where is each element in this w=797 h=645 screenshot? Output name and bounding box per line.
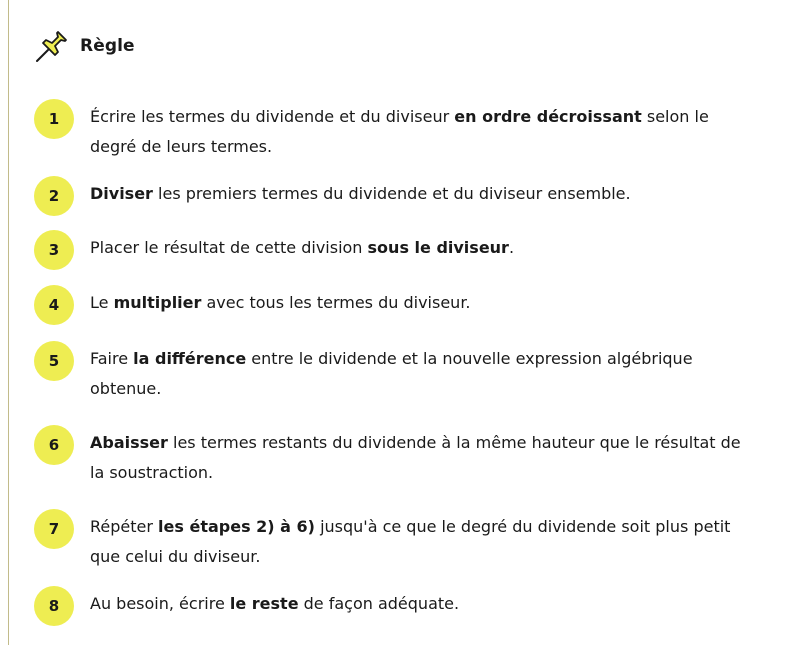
step-number-badge: 7 — [34, 509, 74, 549]
step-item — [34, 290, 750, 325]
step-number-badge: 2 — [34, 176, 74, 216]
step-item — [34, 235, 750, 270]
step-text: Le multiplier avec tous les termes du diviseur. — [90, 293, 471, 312]
step-item — [34, 430, 750, 488]
rule-title: Règle — [80, 36, 135, 56]
step-text: Répéter les étapes 2) à 6) jusqu'à ce que le degré du dividende soit plus petit que celui du diviseur. — [90, 517, 731, 566]
step-item — [34, 514, 750, 572]
step-text: Faire la différence entre le dividende et la nouvelle expression algébrique obtenue. — [90, 349, 693, 398]
step-number-badge: 4 — [34, 285, 74, 325]
step-number-badge: 5 — [34, 341, 74, 381]
step-number-badge: 1 — [34, 99, 74, 139]
pushpin-icon — [34, 28, 72, 64]
step-item — [34, 104, 750, 162]
step-item — [34, 181, 750, 216]
step-number-badge: 8 — [34, 586, 74, 626]
step-text: Au besoin, écrire le reste de façon adéquate. — [90, 594, 460, 613]
rule-header — [34, 28, 135, 64]
step-item — [34, 591, 750, 626]
step-number-badge: 3 — [34, 230, 74, 270]
step-text: Abaisser les termes restants du dividende à la même hauteur que le résultat de la soustraction. — [90, 433, 741, 482]
left-border — [8, 0, 9, 645]
step-item — [34, 346, 750, 404]
step-text: Écrire les termes du dividende et du diviseur en ordre décroissant selon le degré de leurs termes. — [90, 107, 709, 156]
step-text: Placer le résultat de cette division sous le diviseur. — [90, 238, 515, 257]
step-number-badge: 6 — [34, 425, 74, 465]
step-text: Diviser les premiers termes du dividende et du diviseur ensemble. — [90, 184, 631, 203]
